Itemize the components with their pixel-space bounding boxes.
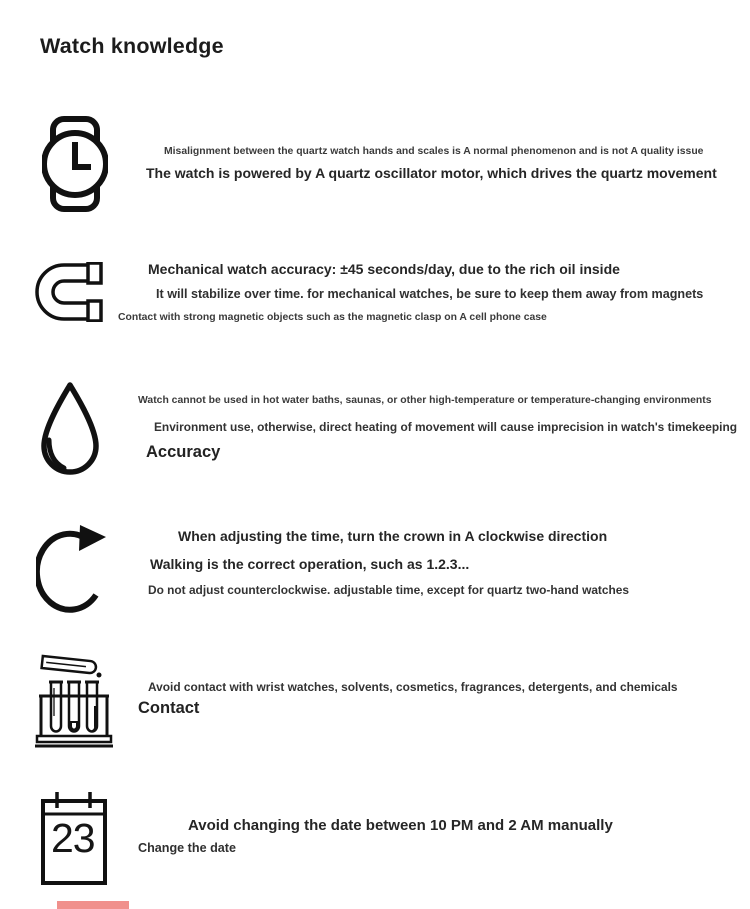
info-line: Walking is the correct operation, such as 1.2.3... <box>150 556 470 572</box>
clockwise-rotation-icon <box>36 522 108 614</box>
wristwatch-icon <box>42 116 108 212</box>
info-line: Avoid contact with wrist watches, solvents, cosmetics, fragrances, detergents, and chemicals <box>148 680 678 694</box>
info-line: Environment use, otherwise, direct heating of movement will cause imprecision in watch's timekeeping <box>154 420 737 434</box>
info-line: The watch is powered by A quartz oscillator motor, which drives the quartz movement <box>146 165 717 181</box>
info-line: Avoid changing the date between 10 PM and 2 AM manually <box>188 817 613 834</box>
section-temperature <box>112 394 744 463</box>
calendar-day-number: 23 <box>51 815 95 861</box>
info-line: Misalignment between the quartz watch hands and scales is A normal phenomenon and is not A quality issue <box>164 146 704 157</box>
info-line: Mechanical watch accuracy: ±45 seconds/day, due to the rich oil inside <box>148 261 620 277</box>
info-line: Contact with strong magnetic objects such as the magnetic clasp on A cell phone case <box>118 312 547 323</box>
water-drop-icon <box>37 381 103 479</box>
info-line: Change the date <box>138 841 236 855</box>
info-line: It will stabilize over time. for mechanical watches, be sure to keep them away from magnets <box>156 287 704 301</box>
partial-pink-banner <box>57 901 129 909</box>
calendar-icon <box>40 791 108 886</box>
section-heading-accuracy: Accuracy <box>146 443 221 461</box>
section-crown-adjustment <box>112 527 744 598</box>
section-heading-contact: Contact <box>138 699 200 717</box>
info-line: Watch cannot be used in hot water baths, saunas, or other high-temperature or temperature-changing environments <box>138 395 712 406</box>
section-date-change <box>112 817 744 856</box>
magnet-icon <box>34 262 104 322</box>
section-chemicals <box>112 680 744 719</box>
section-quartz-movement <box>112 145 744 182</box>
section-magnetism <box>112 260 744 324</box>
test-tubes-icon <box>34 648 114 750</box>
info-line: When adjusting the time, turn the crown in A clockwise direction <box>178 528 608 544</box>
page-title: Watch knowledge <box>40 34 224 58</box>
info-line: Do not adjust counterclockwise. adjustable time, except for quartz two-hand watches <box>148 583 629 597</box>
